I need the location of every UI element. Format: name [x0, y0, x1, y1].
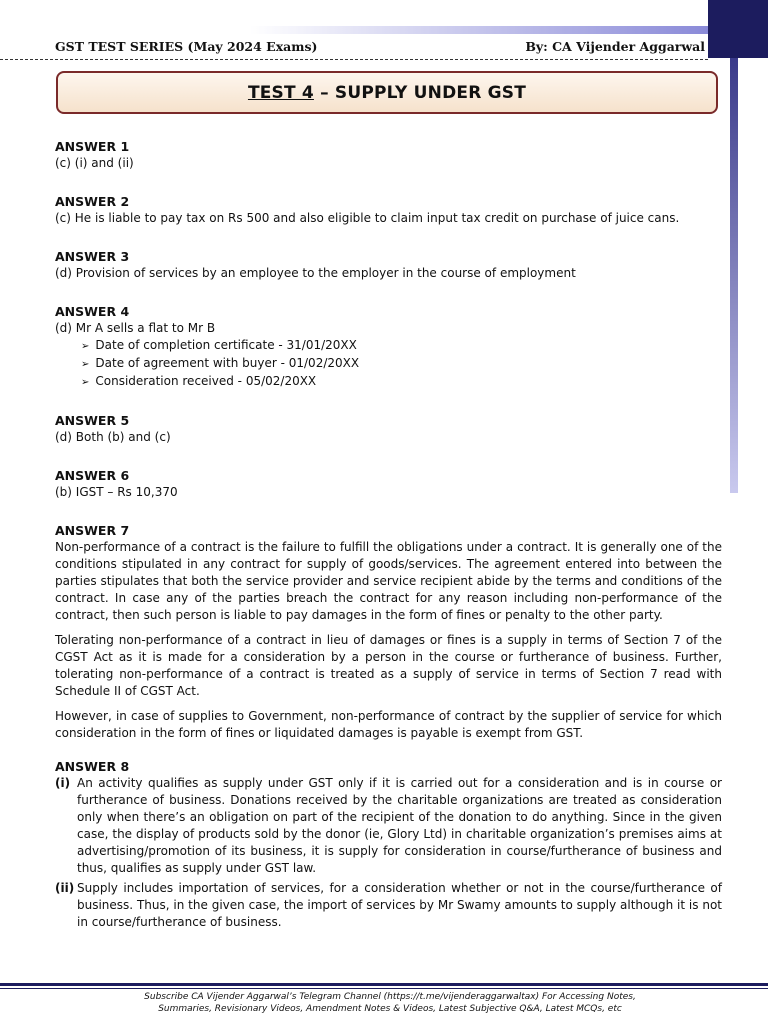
answers-section: [55, 138, 722, 952]
answer-heading: ANSWER 4: [55, 304, 130, 319]
answer-bullet-list: [81, 337, 722, 391]
subpoint-number: (ii): [55, 881, 75, 895]
answer-heading: ANSWER 1: [55, 139, 130, 154]
answer-heading: ANSWER 2: [55, 194, 130, 209]
footer-line: Summaries, Revisionary Videos, Amendment Notes & Videos, Latest Subjective Q&A, Latest MCQs, etc: [158, 1004, 622, 1014]
footer-divider-thick: [0, 983, 768, 986]
answer-heading: ANSWER 8: [55, 759, 130, 774]
answer-block-2: [55, 193, 722, 227]
test-number: TEST 4: [247, 82, 314, 103]
answer-heading: ANSWER 5: [55, 413, 130, 428]
title-box: [56, 71, 718, 114]
answer-text: (c) He is liable to pay tax on Rs 500 and also eligible to claim input tax credit on purchase of juice cans.: [55, 211, 680, 225]
test-topic: – SUPPLY UNDER GST: [313, 82, 527, 103]
answer-paragraph: Tolerating non-performance of a contract in lieu of damages or fines is a supply in terms of Section 7 of the CGST Act as it is made for a consideration by a person in the course or furtherance of business. Further, tolerating non-performance of a contract is treated as a supply of service in terms of Section 7 read with Schedule II of CGST Act.: [55, 633, 722, 698]
answer-text: (d) Mr A sells a flat to Mr B: [55, 321, 216, 335]
footer-line: Subscribe CA Vijender Aggarwal’s Telegram Channel (https://t.me/vijenderaggarwaltax) For Accessing Notes,: [144, 992, 636, 1002]
answer-block-7: [55, 522, 722, 742]
subpoint-number: (i): [55, 776, 71, 790]
answer-subpoint: [55, 775, 722, 877]
list-item: ➢ Date of agreement with buyer - 01/02/20XX: [81, 355, 722, 373]
series-title: GST TEST SERIES (May 2024 Exams): [55, 39, 318, 54]
subpoint-text: Supply includes importation of services, for a consideration whether or not in the course/furtherance of business. Thus, in the given case, the import of services by Mr Swamy amounts to supply although it is not in course/furtherance of business.: [77, 881, 722, 929]
answer-subpoint: [55, 880, 722, 931]
answer-text: (d) Provision of services by an employee to the employer in the course of employment: [55, 266, 576, 280]
answer-text: (b) IGST – Rs 10,370: [55, 485, 178, 499]
page-title: [248, 83, 526, 103]
answer-heading: ANSWER 7: [55, 523, 130, 538]
answer-paragraph: However, in case of supplies to Government, non-performance of contract by the supplier of service for which consideration in the form of fines or liquidated damages is payable is exempt from GST.: [55, 709, 722, 740]
answer-block-5: [55, 412, 722, 446]
header-gradient-bar: [250, 26, 708, 34]
answer-heading: ANSWER 3: [55, 249, 130, 264]
side-decoration-bar: [730, 58, 738, 493]
footer-divider-thin: [0, 988, 768, 989]
subpoint-text: An activity qualifies as supply under GST only if it is carried out for a consideration and is in course or furtherance of business. Donations received by the charitable organizations are treated as consideration only when there’s an obligation on part of the recipient of the donation to do anything. Since in the given case, the display of products sold by the donor (ie, Glory Ltd) in charitable organization’s premises aims at advertising/promotion of its business, it is supply for consideration in course/furtherance of business and thus, qualifies as supply under GST law.: [77, 776, 722, 875]
header-divider: [0, 59, 708, 60]
author-credit: By: CA Vijender Aggarwal: [525, 39, 705, 54]
answer-paragraph: Non-performance of a contract is the failure to fulfill the obligations under a contract. It is generally one of the conditions stipulated in any contract for supply of goods/services. The agreement entered into between the parties stipulates that both the service provider and service recipient abide by the terms and conditions of the contract. In case any of the parties breach the contract for any reason including non-performance of the contract, then such person is liable to pay damages in the form of fines or penalty to the other party.: [55, 540, 722, 622]
list-item: ➢ Consideration received - 05/02/20XX: [81, 373, 722, 391]
list-item: ➢ Date of completion certificate - 31/01/20XX: [81, 337, 722, 355]
answer-heading: ANSWER 6: [55, 468, 130, 483]
answer-block-1: [55, 138, 722, 172]
page-header: [55, 38, 705, 58]
corner-decoration: [708, 0, 768, 58]
answer-block-6: [55, 467, 722, 501]
page-footer: [40, 991, 740, 1015]
answer-block-3: [55, 248, 722, 282]
answer-text: (d) Both (b) and (c): [55, 430, 171, 444]
answer-block-8: [55, 758, 722, 931]
answer-block-4: [55, 303, 722, 391]
answer-text: (c) (i) and (ii): [55, 156, 134, 170]
